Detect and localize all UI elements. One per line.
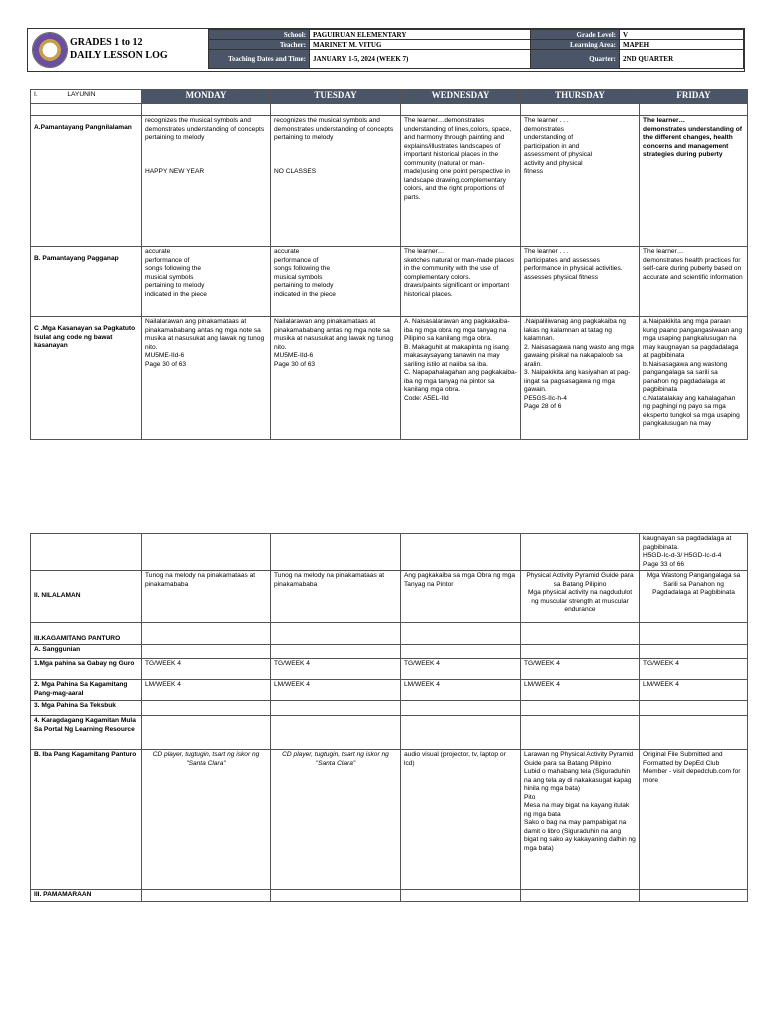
cell-wed-iba: audio visual (projector, tv, laptop or lcd) <box>401 750 521 890</box>
table-row <box>31 701 748 716</box>
table-row <box>31 247 748 317</box>
section-label: LAYUNIN <box>67 91 96 98</box>
cell-fri-a: The learner… demonstrates understanding of the different changes, health concerns and management strategies during puberty <box>640 116 748 247</box>
cell-wed-gabay: TG/WEEK 4 <box>401 659 521 680</box>
document-title <box>70 36 168 62</box>
cell-thu-nilalaman: Physical Activity Pyramid Guide para sa Batang Pilipino Mga physical activity na nagdudulot ng muscular strength at muscular endurance <box>521 571 640 623</box>
cell-wed-c: A. Naisasalarawan ang pagkakaiba-iba ng mga obra ng mga tanyag na Pilipino sa kanilang mga obra. B. Makaguhit at makapinta ng isang makasaysayang tanawin na may sariling istilo at naiiba sa iba. C. Napapahalagahan ang pagkakaiba-iba ng mga tanyag na pintor sa kanilang mga obra. Code: A5EL-IId <box>401 317 521 440</box>
row-label-pamantayang-pangnilalaman: A.Pamantayang Pangnilalaman <box>31 116 142 247</box>
table-row <box>31 680 748 701</box>
row-label-mga-kasanayan: C .Mga Kasanayan sa Pagkatuto Isulat ang code ng bawat kasanayan <box>31 317 142 440</box>
empty-cell <box>271 701 401 716</box>
row-label-pamamaraan: III. PAMAMARAAN <box>31 890 142 902</box>
area-value: MAPEH <box>620 40 744 50</box>
cell-tue-lm: LM/WEEK 4 <box>271 680 401 701</box>
empty-cell <box>521 623 640 645</box>
cell-tue-c: Nailalarawan ang pinakamataas at pinakamababang antas ng mga note sa musika at nasusukat ang lawak ng tunog nito. MU5ME-IId-6 Page 30 of 63 <box>271 317 401 440</box>
row-label-pang-mag-aaral: 2. Mga Pahina Sa Kagamitang Pang-mag-aaral <box>31 680 142 701</box>
cell-wed-nilalaman: Ang pagkakaiba sa mga Obra ng mga Tanyag na Pintor <box>401 571 521 623</box>
table-row <box>31 116 748 247</box>
cell-tue-a <box>271 116 401 247</box>
table-row <box>31 645 748 659</box>
day-header-monday: MONDAY <box>142 90 271 104</box>
teacher-value: MARINET M. VITUG <box>310 40 531 50</box>
empty-cell <box>271 104 401 116</box>
row-label-nilalaman: II. NILALAMAN <box>31 571 142 623</box>
quarter-value: 2ND QUARTER <box>620 50 744 69</box>
empty-cell <box>401 645 521 659</box>
empty-cell <box>142 716 271 750</box>
cont-cell-fri: kaugnayan sa pagdadalaga at pagbibinata. H5GD-Ic-d-3/ H5GD-Ic-d-4 Page 33 of 66 <box>640 534 748 571</box>
empty-cell <box>401 890 521 902</box>
cell-mon-a <box>142 116 271 247</box>
cont-cell <box>271 534 401 571</box>
table-row <box>31 571 748 623</box>
cell-mon-nilalaman: Tunog na melody na pinakamataas at pinakamababa <box>142 571 271 623</box>
empty-cell <box>271 716 401 750</box>
empty-cell <box>640 716 748 750</box>
empty-cell <box>142 104 271 116</box>
empty-cell <box>401 623 521 645</box>
table-row <box>31 317 748 440</box>
cell-fri-nilalaman: Mga Wastong Pangangalaga sa Sarili sa Panahon ng Pagdadalaga at Pagbibinata <box>640 571 748 623</box>
table-row <box>31 659 748 680</box>
empty-cell <box>271 890 401 902</box>
cell-tue-nilalaman: Tunog na melody na pinakamataas at pinakamababa <box>271 571 401 623</box>
day-header-tuesday: TUESDAY <box>271 90 401 104</box>
title-line-2: DAILY LESSON LOG <box>70 50 168 61</box>
empty-cell <box>640 104 748 116</box>
school-label: School: <box>209 30 310 40</box>
layunin-header-cell <box>31 90 142 104</box>
cell-mon-c: Nailalarawan ang pinakamataas at pinakamababang antas ng mga note sa musika at nasusukat ang lawak ng tunog nito. MU5ME-IId-6 Page 30 of 63 <box>142 317 271 440</box>
cont-cell <box>401 534 521 571</box>
cell-fri-c: a.Naipakikita ang mga paraan kung paano pangangasiwaan ang mga usaping pangkalusugan na may kaugnayan sa pagdadalaga at pagbibinata b.Naisasagawa ang wastong pangangalaga sa sarili sa panahon ng pagdadalaga at pagbibinata c.Natatalakay ang kahalagahan ng paghingi ng payo sa mga eksperto tungkol sa mga usaping pangkalusugan na may <box>640 317 748 440</box>
section-roman: I. <box>34 91 38 98</box>
title-line-1: GRADES 1 to 12 <box>70 37 143 48</box>
row-label-pamantayang-pagganap: B. Pamantayang Pagganap <box>31 247 142 317</box>
cell-text: recognizes the musical symbols and demonstrates understanding of concepts pertaining to melody NO CLASSES <box>274 117 394 175</box>
cell-fri-iba: Original File Submitted and Formatted by DepEd Club Member - visit depedclub.com for more <box>640 750 748 890</box>
row-label-karagdagang-kagamitan: 4. Karagdagang Kagamitan Mula Sa Portal Ng Learning Resource <box>31 716 142 750</box>
cont-cell <box>521 534 640 571</box>
row-label-gabay-guro: 1.Mga pahina sa Gabay ng Guro <box>31 659 142 680</box>
table-row <box>31 890 748 902</box>
table-row <box>31 750 748 890</box>
grade-label: Grade Level: <box>531 30 620 40</box>
school-value: PAGUIRUAN ELEMENTARY <box>310 30 531 40</box>
cell-thu-b: The learner . . . participates and assesses performance in physical activities. assesses physical fitness <box>521 247 640 317</box>
cell-tue-iba: CD player, tugtugin, tsart ng iskor ng "Santa Clara" <box>271 750 401 890</box>
empty-cell <box>142 890 271 902</box>
row-label-sanggunian: A. Sanggunian <box>31 645 142 659</box>
empty-cell <box>521 890 640 902</box>
empty-cell <box>521 701 640 716</box>
cell-tue-b: accurate performance of songs following the musical symbols pertaining to melody indicated in the piece <box>271 247 401 317</box>
empty-cell <box>142 623 271 645</box>
area-label: Learning Area: <box>531 40 620 50</box>
day-header-friday: FRIDAY <box>640 90 748 104</box>
cell-thu-c: .Naipaliliwanag ang pagkakaiba ng lakas ng kalamnan at tatag ng kalamnan. 2. Naisasagawa nang wasto ang mga gawaing pisikal na nakapaloob sa aralin. 3. Naipakikita ang kasiyahan at pag-iingat sa pagsasagawa ng mga gawain. PE5GS-IIc-h-4 Page 28 of 6 <box>521 317 640 440</box>
objectives-table <box>30 89 748 440</box>
empty-cell <box>521 104 640 116</box>
cell-text: recognizes the musical symbols and demonstrates understanding of concepts pertaining to melody HAPPY NEW YEAR <box>145 117 265 175</box>
cell-thu-gabay: TG/WEEK 4 <box>521 659 640 680</box>
row-label-iba-pang-kagamitan: B. Iba Pang Kagamitang Panturo <box>31 750 142 890</box>
empty-cell <box>640 890 748 902</box>
cell-wed-lm: LM/WEEK 4 <box>401 680 521 701</box>
empty-cell <box>640 645 748 659</box>
cell-wed-b: The learner… sketches natural or man-made places in the community with the use of complementary colors. draws/paints significant or important historical places. <box>401 247 521 317</box>
cell-mon-iba: CD player, tugtugin, tsart ng iskor ng "Santa Clara" <box>142 750 271 890</box>
cell-fri-lm: LM/WEEK 4 <box>640 680 748 701</box>
content-materials-table <box>30 533 748 902</box>
day-header-thursday: THURSDAY <box>521 90 640 104</box>
empty-cell <box>401 104 521 116</box>
cont-cell <box>142 534 271 571</box>
deped-seal-icon <box>32 32 68 68</box>
table-row <box>31 716 748 750</box>
cell-thu-lm: LM/WEEK 4 <box>521 680 640 701</box>
header-block <box>27 28 745 72</box>
empty-cell <box>401 701 521 716</box>
empty-cell <box>401 716 521 750</box>
dates-value: JANUARY 1-5, 2024 (WEEK 7) <box>310 50 531 69</box>
cell-thu-a: The learner . . . demonstrates understanding of participation in and assessment of physical activity and physical fitness <box>521 116 640 247</box>
teacher-label: Teacher: <box>209 40 310 50</box>
cell-mon-gabay: TG/WEEK 4 <box>142 659 271 680</box>
empty-cell <box>31 104 142 116</box>
cell-thu-iba: Larawan ng Physical Activity Pyramid Guide para sa Batang Pilipino Lubid o mahabang tela (Siguraduhin na ang tela ay di nakakasugat kapag hinila ng mga bata) Pito Mesa na may bigat na kayang itulak ng mga bata Sako o bag na may pampabigat na damit o libro (Siguraduhin na ang bigat ng sako ay kakayaning dalhin ng mga bata) <box>521 750 640 890</box>
empty-cell <box>640 701 748 716</box>
empty-cell <box>521 645 640 659</box>
cell-tue-gabay: TG/WEEK 4 <box>271 659 401 680</box>
row-label-kagamitang-panturo: III.KAGAMITANG PANTURO <box>31 623 142 645</box>
empty-cell <box>271 645 401 659</box>
empty-cell <box>271 623 401 645</box>
table-row <box>31 534 748 571</box>
cell-mon-lm: LM/WEEK 4 <box>142 680 271 701</box>
empty-cell <box>640 623 748 645</box>
empty-cell <box>142 701 271 716</box>
quarter-label: Quarter: <box>531 50 620 69</box>
cell-fri-b: The learner… demonstrates health practices for self-care during puberty based on accurate and scientific information <box>640 247 748 317</box>
cell-fri-gabay: TG/WEEK 4 <box>640 659 748 680</box>
empty-cell <box>142 645 271 659</box>
cell-wed-a: The learner…demonstrates understanding of lines,colors, space, and harmony through painting and explains/illustrates landscapes of important historical places in the community (natural or man-made)using one point perspective in landscape drawing,complementary colors, and the right proportions of parts. <box>401 116 521 247</box>
table-row <box>31 623 748 645</box>
empty-cell <box>31 534 142 571</box>
day-header-wednesday: WEDNESDAY <box>401 90 521 104</box>
cell-mon-b: accurate performance of songs following the musical symbols pertaining to melody indicated in the piece <box>142 247 271 317</box>
grade-value: V <box>620 30 744 40</box>
empty-cell <box>521 716 640 750</box>
row-label-teksbuk: 3. Mga Pahina Sa Teksbuk <box>31 701 142 716</box>
dates-label: Teaching Dates and Time: <box>209 50 310 69</box>
header-info-table <box>208 29 744 69</box>
